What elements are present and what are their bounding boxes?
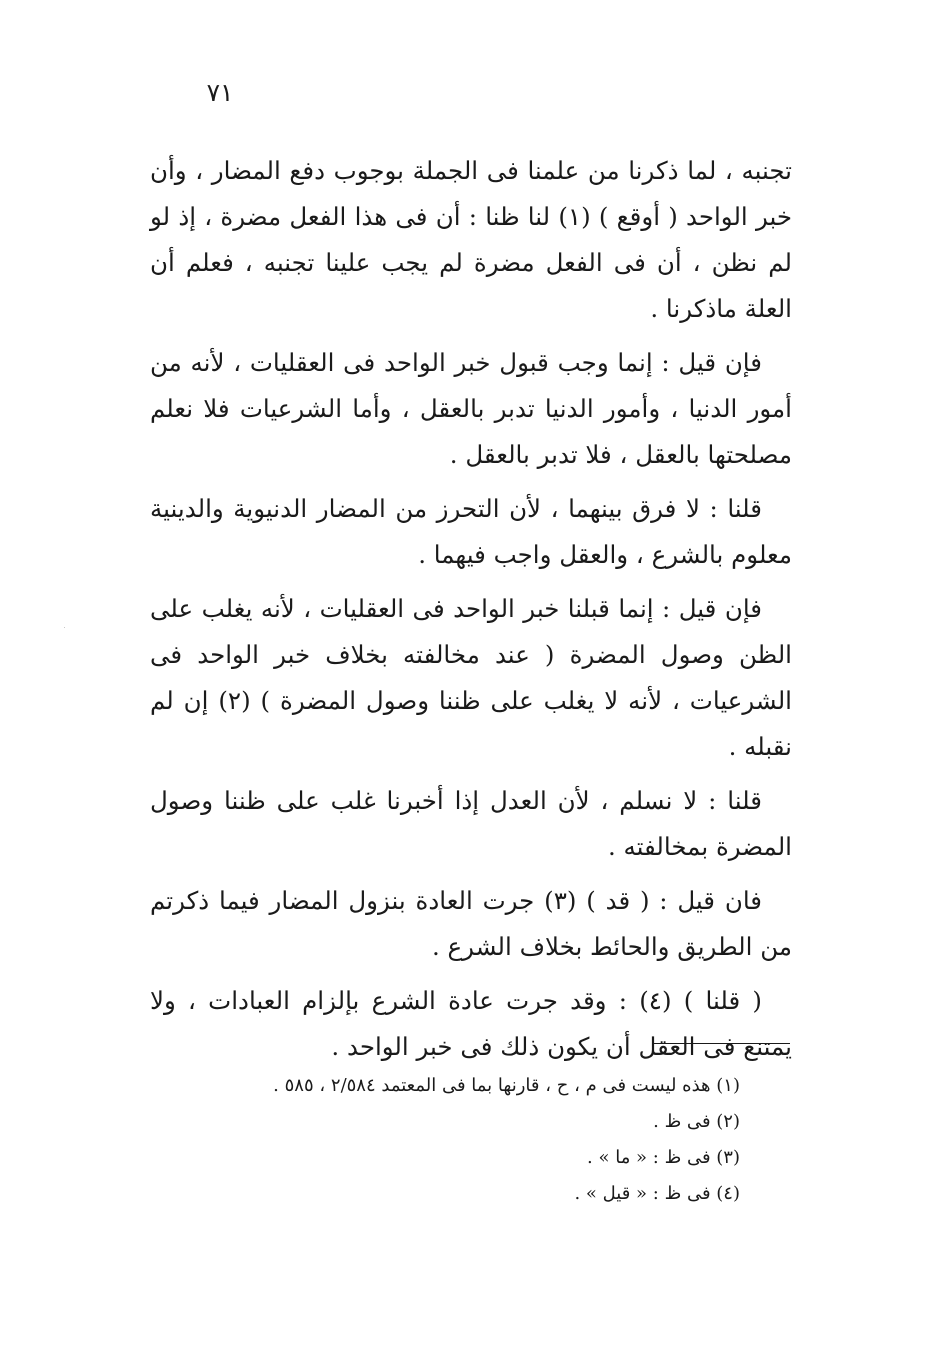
scan-speck — [64, 627, 65, 628]
paragraph: فإن قيل : إنما قبلنا خبر الواحد فى العقليات ، لأنه يغلب على الظن وصول المضرة ( عند مخالفته بخلاف خبر الواحد فى الشرعيات ، لأنه لا يغلب على ظننا وصول المضرة ) (٢) إن لم نقبله . — [150, 594, 792, 761]
footnote: (٣) فى ظ : « ما » . — [587, 1147, 740, 1168]
footnotes — [180, 1068, 740, 1212]
main-text — [150, 148, 792, 1078]
paragraph: قلنا : لا فرق بينهما ، لأن التحرز من المضار الدنيوية والدينية معلوم بالشرع ، والعقل واجب فيهما . — [150, 494, 792, 569]
paragraph: ( قلنا ) (٤) : وقد جرت عادة الشرع بإلزام العبادات ، ولا يمتنع فى العقل أن يكون ذلك فى خبر الواحد . — [150, 986, 792, 1061]
paragraph: فان قيل : ( قد ) (٣) جرت العادة بنزول المضار فيما ذكرتم من الطريق والحائط بخلاف الشرع . — [150, 886, 792, 961]
page-number: ٧١ — [206, 78, 234, 107]
paragraph: تجنبه ، لما ذكرنا من علمنا فى الجملة بوجوب دفع المضار ، وأن خبر الواحد ( أوقع ) (١) لنا ظنا : أن فى هذا الفعل مضرة ، إذ لو لم نظن ، أن فى الفعل مضرة لم يجب علينا تجنبه ، فعلم أن العلة ماذكرنا . — [150, 156, 792, 323]
paragraph: قلنا : لا نسلم ، لأن العدل إذا أخبرنا غلب على ظننا وصول المضرة بمخالفته . — [150, 786, 792, 861]
footnote: (٢) فى ظ . — [653, 1111, 740, 1132]
footnote: (٤) فى ظ : « قيل » . — [574, 1183, 740, 1204]
paragraph: فإن قيل : إنما وجب قبول خبر الواحد فى العقليات ، لأنه من أمور الدنيا ، وأمور الدنيا تدبر بالعقل ، وأما الشرعيات فلا نعلم مصلحتها بالعقل ، فلا تدبر بالعقل . — [150, 348, 792, 469]
footnote-separator — [654, 1043, 790, 1044]
footnote: (١) هذه ليست فى م ، ح ، قارنها بما فى المعتمد ٢/٥٨٤ ، ٥٨٥ . — [273, 1075, 740, 1096]
